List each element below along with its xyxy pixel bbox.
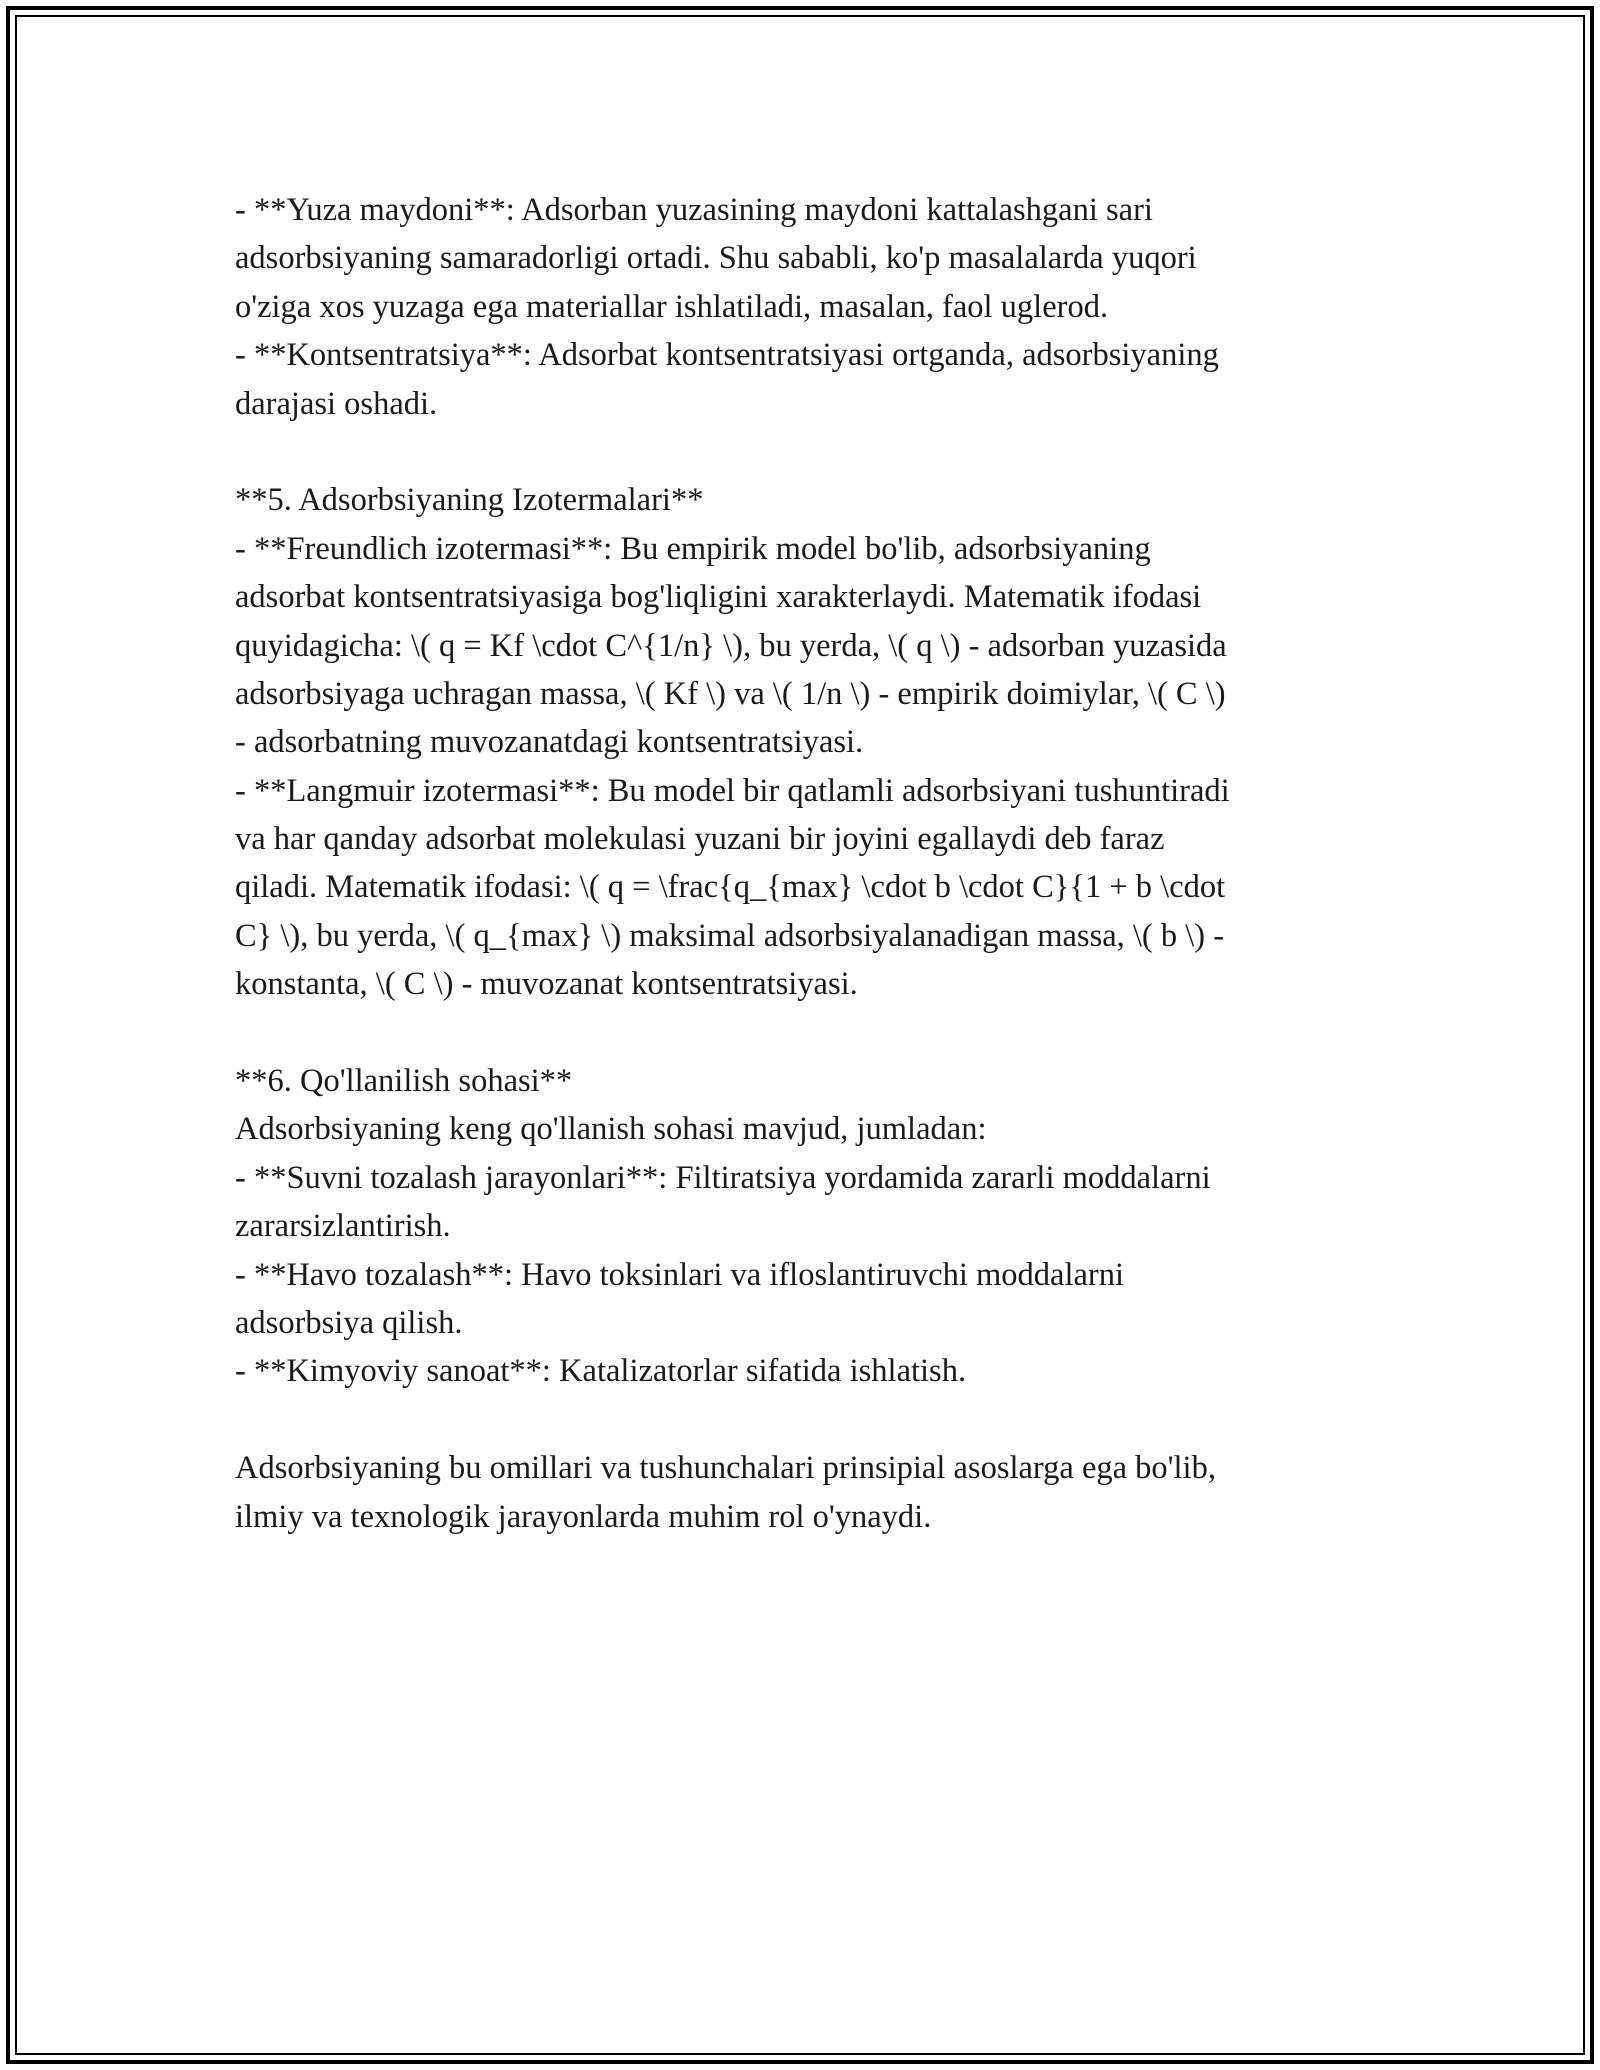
text-line: konstanta, \( C \) - muvozanat kontsentratsiyasi. <box>235 966 858 1003</box>
paragraph-conclusion <box>235 1444 1375 1541</box>
text-line: - **Kontsentratsiya**: Adsorbat kontsentratsiyasi ortganda, adsorbsiyaning <box>235 337 1219 374</box>
heading-line: **6. Qo'llanilish sohasi** <box>235 1063 573 1100</box>
text-line: o'ziga xos yuzaga ega materiallar ishlatiladi, masalan, faol uglerod. <box>235 288 1109 325</box>
text-line: - **Freundlich izotermasi**: Bu empirik model bo'lib, adsorbsiyaning <box>235 530 1151 567</box>
paragraph-yuza-maydoni <box>235 186 1375 331</box>
text-line: adsorbsiya qilish. <box>235 1304 463 1341</box>
text-line: adsorbsiyaga uchragan massa, \( Kf \) va \( 1/n \) - empirik doimiylar, \( C \) <box>235 675 1226 712</box>
paragraph-suvni-tozalash <box>235 1154 1375 1251</box>
text-line: quyidagicha: \( q = Kf \cdot C^{1/n} \), bu yerda, \( q \) - adsorban yuzasida <box>235 627 1227 664</box>
paragraph-kontsentratsiya <box>235 331 1375 428</box>
text-line: ilmiy va texnologik jarayonlarda muhim rol o'ynaydi. <box>235 1498 932 1535</box>
blank-line <box>235 1396 1375 1444</box>
text-line: - **Kimyoviy sanoat**: Katalizatorlar sifatida ishlatish. <box>235 1353 967 1390</box>
section-5-heading <box>235 476 1375 524</box>
text-line: va har qanday adsorbat molekulasi yuzani bir joyini egallaydi deb faraz <box>235 821 1165 858</box>
text-line: adsorbat kontsentratsiyasiga bog'liqligini xarakterlaydi. Matematik ifodasi <box>235 579 1202 616</box>
text-line: C} \), bu yerda, \( q_{max} \) maksimal adsorbsiyalanadigan massa, \( b \) - <box>235 917 1225 954</box>
paragraph-kimyoviy-sanoat <box>235 1347 1375 1395</box>
blank-line <box>235 1009 1375 1057</box>
paragraph-freundlich <box>235 525 1375 767</box>
text-line: Adsorbsiyaning bu omillari va tushunchalari prinsipial asoslarga ega bo'lib, <box>235 1450 1216 1487</box>
text-line: Adsorbsiyaning keng qo'llanish sohasi mavjud, jumladan: <box>235 1111 987 1148</box>
text-line: qiladi. Matematik ifodasi: \( q = \frac{q_{max} \cdot b \cdot C}{1 + b \cdot <box>235 869 1226 906</box>
text-line: adsorbsiyaning samaradorligi ortadi. Shu sababli, ko'p masalalarda yuqori <box>235 240 1197 277</box>
paragraph-havo-tozalash <box>235 1251 1375 1348</box>
paragraph-section-6-intro <box>235 1105 1375 1153</box>
text-line: darajasi oshadi. <box>235 385 438 422</box>
text-line: - **Havo tozalash**: Havo toksinlari va ifloslantiruvchi moddalarni <box>235 1256 1125 1293</box>
text-line: - **Yuza maydoni**: Adsorban yuzasining maydoni kattalashgani sari <box>235 192 1153 228</box>
section-6-heading <box>235 1057 1375 1105</box>
text-line: - adsorbatning muvozanatdagi kontsentratsiyasi. <box>235 724 864 761</box>
paragraph-langmuir <box>235 767 1375 1009</box>
document-body <box>235 186 1375 1541</box>
text-line: - **Suvni tozalash jarayonlari**: Filtiratsiya yordamida zararli moddalarni <box>235 1159 1211 1196</box>
text-line: zararsizlantirish. <box>235 1208 451 1245</box>
blank-line <box>235 428 1375 476</box>
heading-line: **5. Adsorbsiyaning Izotermalari** <box>235 482 704 519</box>
text-line: - **Langmuir izotermasi**: Bu model bir qatlamli adsorbsiyani tushuntiradi <box>235 772 1230 809</box>
